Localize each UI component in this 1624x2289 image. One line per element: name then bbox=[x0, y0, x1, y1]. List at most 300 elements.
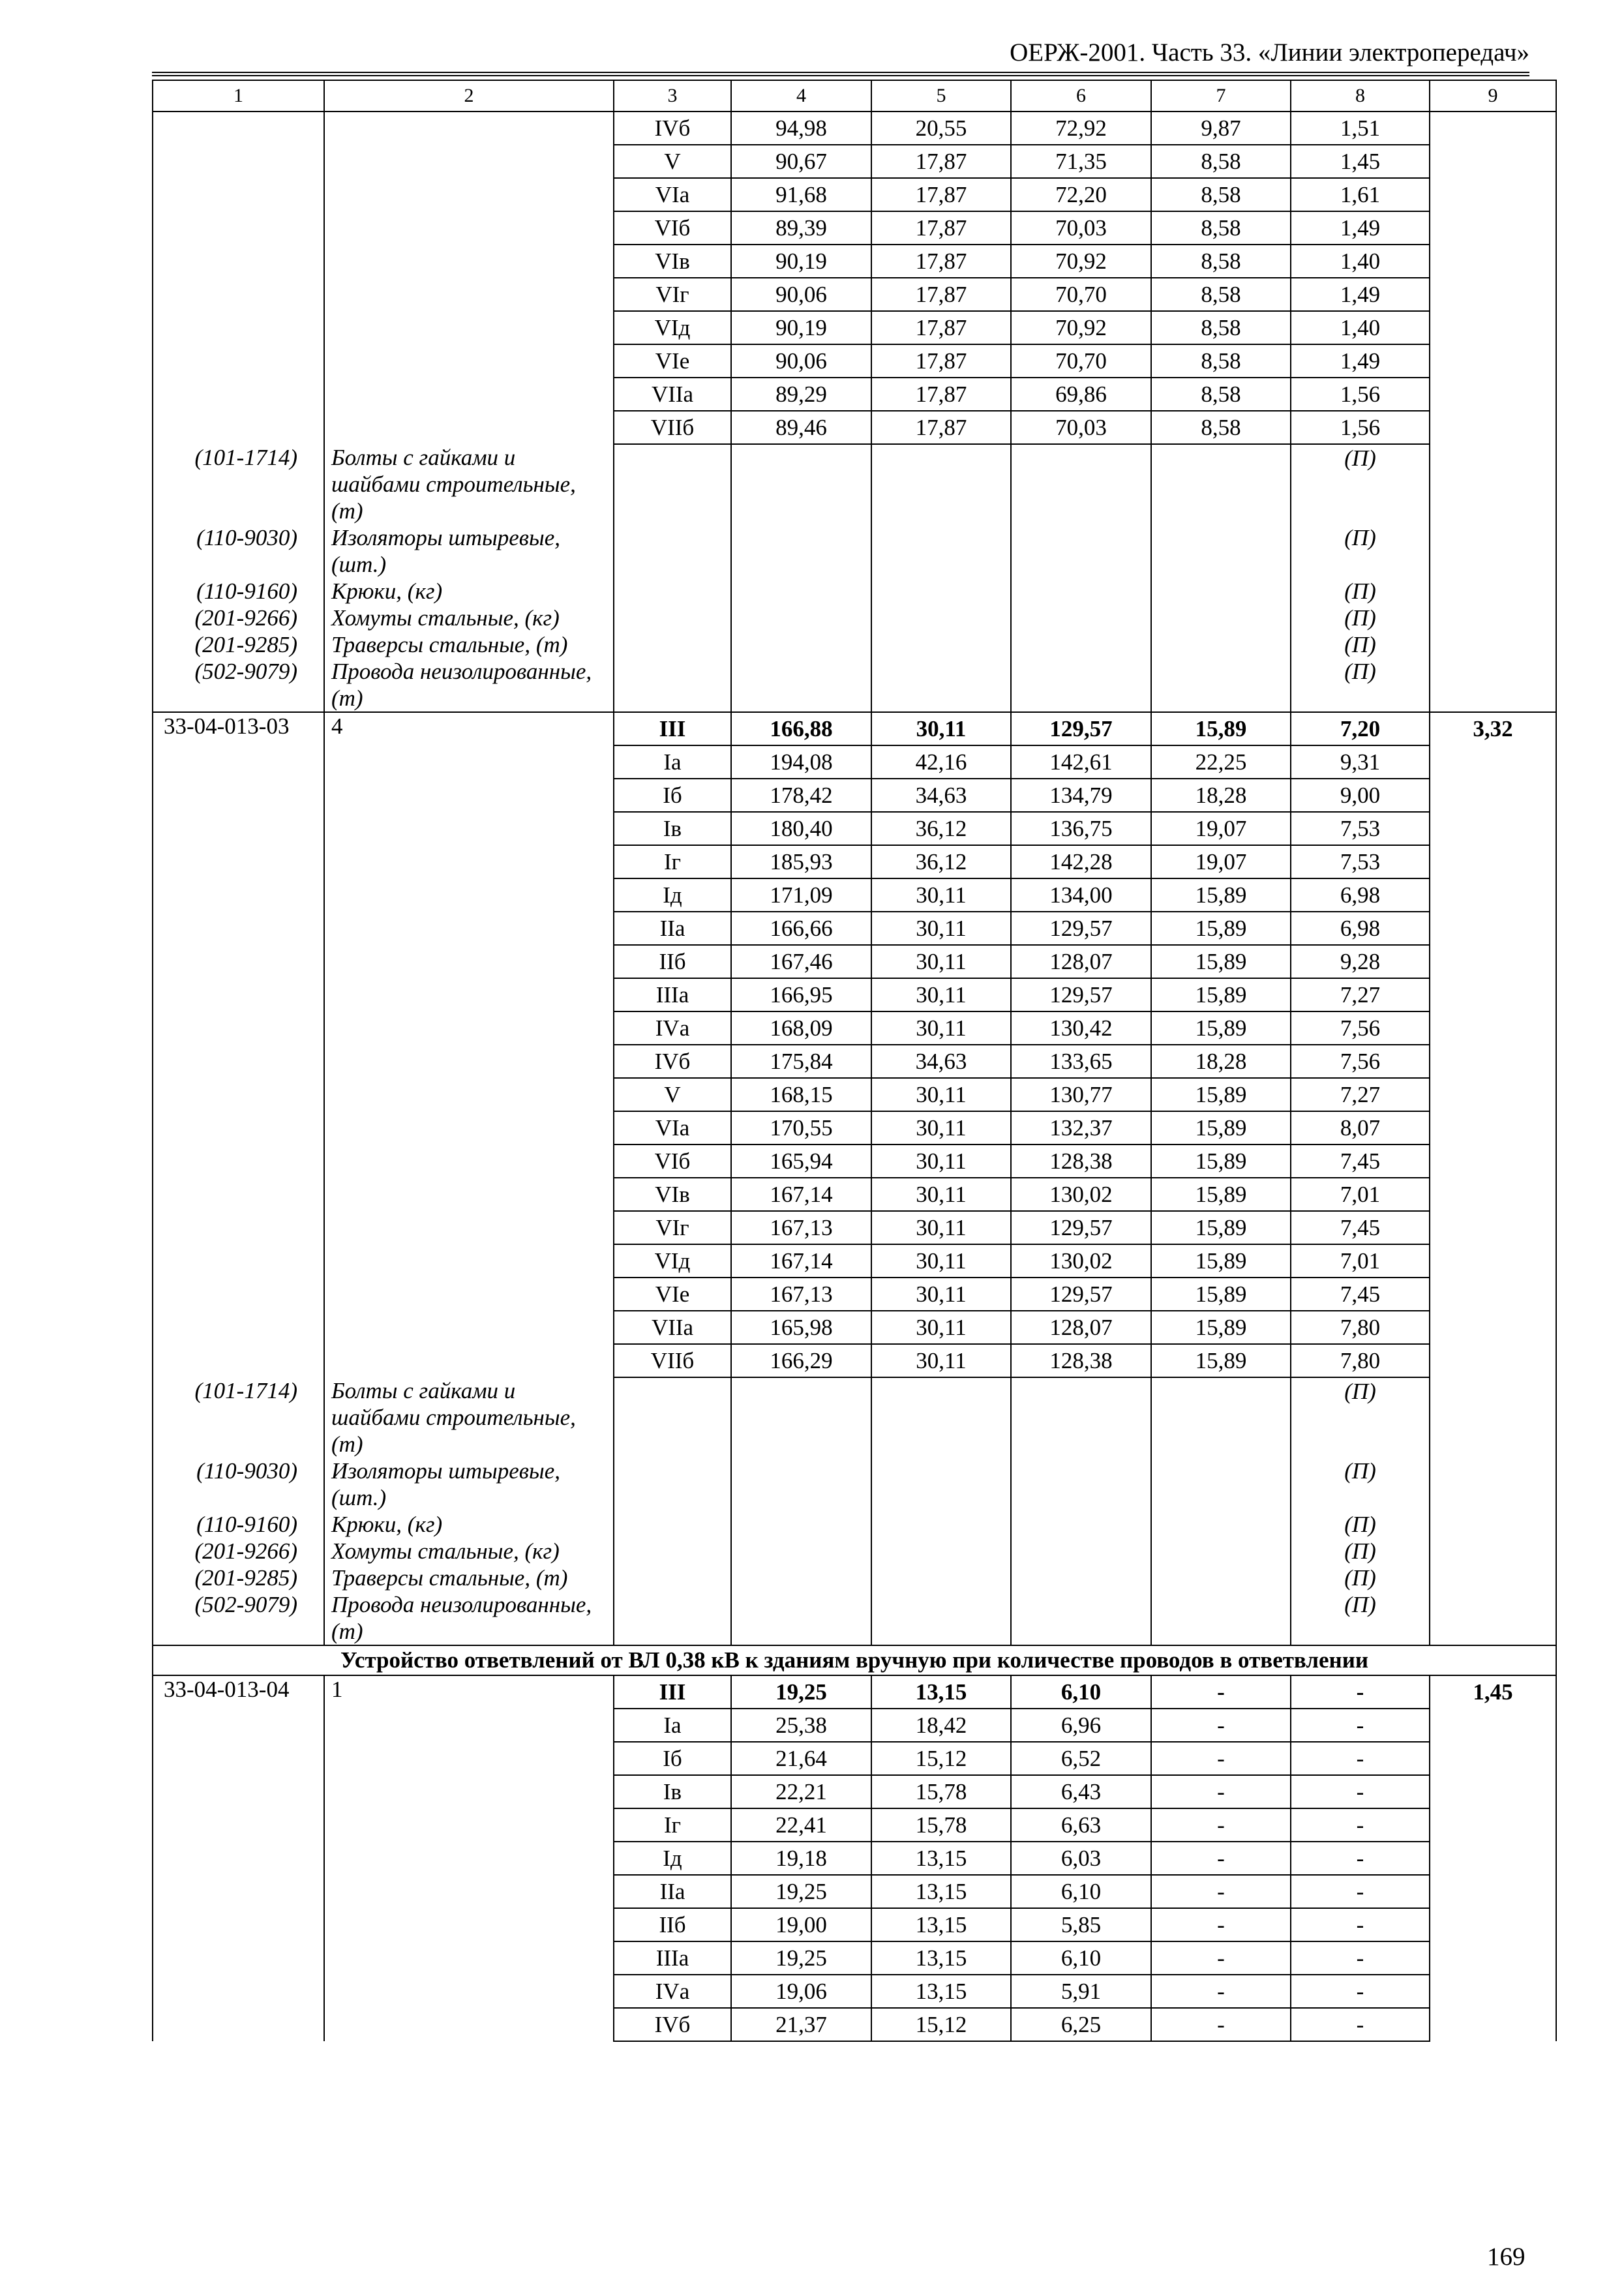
value-cell: 30,11 bbox=[871, 712, 1011, 745]
value-cell: 7,01 bbox=[1291, 1178, 1430, 1211]
value-cell: 18,28 bbox=[1151, 1045, 1291, 1078]
value-cell: 1,45 bbox=[1291, 145, 1430, 178]
resource-code: (110-9160) bbox=[153, 1511, 324, 1538]
empty-cell bbox=[1151, 605, 1291, 631]
value-cell: 91,68 bbox=[731, 178, 871, 211]
territory-cell: VIIа bbox=[614, 378, 731, 411]
value-cell: 7,53 bbox=[1291, 812, 1430, 845]
resource-row bbox=[153, 1564, 1556, 1591]
empty-cell bbox=[1011, 578, 1151, 605]
value-cell: 89,29 bbox=[731, 378, 871, 411]
empty-cell bbox=[1151, 631, 1291, 658]
empty-cell bbox=[731, 1591, 871, 1645]
empty-cell bbox=[871, 578, 1011, 605]
value-cell: 6,10 bbox=[1011, 1941, 1151, 1975]
empty-cell bbox=[731, 444, 871, 524]
value-cell: 142,61 bbox=[1011, 745, 1151, 779]
value-cell: 8,58 bbox=[1151, 278, 1291, 311]
resource-category: (П) bbox=[1291, 1377, 1430, 1458]
empty-cell bbox=[871, 1538, 1011, 1564]
value-cell: 21,64 bbox=[731, 1742, 871, 1775]
territory-cell: VIа bbox=[614, 178, 731, 211]
column-number: 1 bbox=[153, 80, 324, 112]
value-cell: 1,51 bbox=[1291, 112, 1430, 145]
territory-cell: VIб bbox=[614, 211, 731, 245]
empty-cell bbox=[871, 631, 1011, 658]
section-title: Устройство ответвлений от ВЛ 0,38 кВ к зданиям вручную при количестве проводов в ответвлении bbox=[153, 1645, 1556, 1675]
empty-cell bbox=[1151, 658, 1291, 712]
empty-cell bbox=[731, 1564, 871, 1591]
resource-category: (П) bbox=[1291, 1458, 1430, 1511]
value-cell: 17,87 bbox=[871, 378, 1011, 411]
empty-cell bbox=[614, 1377, 731, 1458]
labor-total: 3,32 bbox=[1430, 712, 1556, 1645]
column-number: 2 bbox=[324, 80, 614, 112]
resource-code: (201-9285) bbox=[153, 1564, 324, 1591]
value-cell: 13,15 bbox=[871, 1675, 1011, 1709]
resource-name: Провода неизолированные, (т) bbox=[324, 658, 614, 712]
value-cell: 128,38 bbox=[1011, 1144, 1151, 1178]
value-cell: 167,46 bbox=[731, 945, 871, 978]
territory-cell: Iг bbox=[614, 1808, 731, 1842]
empty-cell bbox=[731, 1377, 871, 1458]
value-cell: 34,63 bbox=[871, 1045, 1011, 1078]
value-cell: 30,11 bbox=[871, 1344, 1011, 1377]
value-cell: 30,11 bbox=[871, 1111, 1011, 1144]
value-cell: - bbox=[1151, 1975, 1291, 2008]
value-cell: 22,41 bbox=[731, 1808, 871, 1842]
value-cell: 7,56 bbox=[1291, 1011, 1430, 1045]
territory-cell: VIд bbox=[614, 1244, 731, 1278]
value-cell: 15,89 bbox=[1151, 945, 1291, 978]
territory-cell: VIIб bbox=[614, 1344, 731, 1377]
value-cell: 1,61 bbox=[1291, 178, 1430, 211]
empty-cell bbox=[614, 578, 731, 605]
rates-table bbox=[152, 80, 1557, 2042]
value-cell: - bbox=[1291, 1842, 1430, 1875]
value-cell: 170,55 bbox=[731, 1111, 871, 1144]
territory-cell: IIб bbox=[614, 1908, 731, 1941]
territory-cell: V bbox=[614, 145, 731, 178]
territory-cell: VIа bbox=[614, 1111, 731, 1144]
value-cell: - bbox=[1291, 1975, 1430, 2008]
value-cell: 1,49 bbox=[1291, 211, 1430, 245]
value-cell: 30,11 bbox=[871, 878, 1011, 912]
value-cell: 5,91 bbox=[1011, 1975, 1151, 2008]
value-cell: - bbox=[1291, 1742, 1430, 1775]
value-cell: - bbox=[1151, 1908, 1291, 1941]
empty-cell bbox=[731, 658, 871, 712]
territory-cell: III bbox=[614, 712, 731, 745]
territory-cell: Iв bbox=[614, 1775, 731, 1808]
value-cell: 25,38 bbox=[731, 1709, 871, 1742]
resource-row bbox=[153, 1377, 1556, 1458]
value-cell: 90,19 bbox=[731, 245, 871, 278]
value-cell: 9,28 bbox=[1291, 945, 1430, 978]
value-cell: 13,15 bbox=[871, 1975, 1011, 2008]
column-number: 9 bbox=[1430, 80, 1556, 112]
territory-cell: VIб bbox=[614, 1144, 731, 1178]
value-cell: 8,58 bbox=[1151, 344, 1291, 378]
territory-cell: VIг bbox=[614, 1211, 731, 1244]
value-cell: 171,09 bbox=[731, 878, 871, 912]
value-cell: 30,11 bbox=[871, 1144, 1011, 1178]
value-cell: 9,31 bbox=[1291, 745, 1430, 779]
value-cell: 15,89 bbox=[1151, 1278, 1291, 1311]
value-cell: 30,11 bbox=[871, 1211, 1011, 1244]
empty-cell bbox=[1151, 1538, 1291, 1564]
resource-name: Траверсы стальные, (т) bbox=[324, 1564, 614, 1591]
norm-name bbox=[324, 112, 614, 444]
value-cell: 6,25 bbox=[1011, 2008, 1151, 2041]
value-cell: 17,87 bbox=[871, 145, 1011, 178]
value-cell: - bbox=[1151, 1675, 1291, 1709]
empty-cell bbox=[1011, 1538, 1151, 1564]
empty-cell bbox=[1011, 605, 1151, 631]
value-cell: - bbox=[1151, 1941, 1291, 1975]
value-cell: 1,56 bbox=[1291, 378, 1430, 411]
value-cell: 13,15 bbox=[871, 1941, 1011, 1975]
value-cell: 19,25 bbox=[731, 1941, 871, 1975]
value-cell: 185,93 bbox=[731, 845, 871, 878]
empty-cell bbox=[1151, 1458, 1291, 1511]
territory-cell: IVа bbox=[614, 1975, 731, 2008]
column-number: 8 bbox=[1291, 80, 1430, 112]
value-cell: 15,89 bbox=[1151, 1211, 1291, 1244]
value-cell: 6,98 bbox=[1291, 878, 1430, 912]
value-cell: 30,11 bbox=[871, 1244, 1011, 1278]
value-cell: 15,89 bbox=[1151, 1311, 1291, 1344]
empty-cell bbox=[1151, 1511, 1291, 1538]
value-cell: 129,57 bbox=[1011, 978, 1151, 1011]
value-cell: 94,98 bbox=[731, 112, 871, 145]
resource-row bbox=[153, 658, 1556, 712]
value-cell: 19,00 bbox=[731, 1908, 871, 1941]
empty-cell bbox=[1151, 444, 1291, 524]
value-cell: 128,07 bbox=[1011, 1311, 1151, 1344]
territory-cell: IIIа bbox=[614, 978, 731, 1011]
value-cell: - bbox=[1291, 1808, 1430, 1842]
empty-cell bbox=[1011, 1564, 1151, 1591]
territory-cell: IIIа bbox=[614, 1941, 731, 1975]
value-cell: 90,06 bbox=[731, 344, 871, 378]
table-row bbox=[153, 112, 1556, 145]
empty-cell bbox=[614, 524, 731, 578]
value-cell: 166,66 bbox=[731, 912, 871, 945]
value-cell: 129,57 bbox=[1011, 1211, 1151, 1244]
resource-row bbox=[153, 1458, 1556, 1511]
value-cell: 36,12 bbox=[871, 812, 1011, 845]
value-cell: - bbox=[1291, 1775, 1430, 1808]
value-cell: 7,27 bbox=[1291, 1078, 1430, 1111]
territory-cell: VIIб bbox=[614, 411, 731, 444]
value-cell: 167,14 bbox=[731, 1244, 871, 1278]
resource-row bbox=[153, 1591, 1556, 1645]
resource-name: Провода неизолированные, (т) bbox=[324, 1591, 614, 1645]
value-cell: 19,06 bbox=[731, 1975, 871, 2008]
value-cell: 70,70 bbox=[1011, 344, 1151, 378]
value-cell: 15,89 bbox=[1151, 1178, 1291, 1211]
resource-name: Хомуты стальные, (кг) bbox=[324, 605, 614, 631]
value-cell: 1,40 bbox=[1291, 245, 1430, 278]
norm-code: 33-04-013-03 bbox=[153, 712, 324, 1377]
header-double-rule bbox=[152, 72, 1529, 76]
empty-cell bbox=[614, 658, 731, 712]
value-cell: 19,25 bbox=[731, 1875, 871, 1908]
resource-code: (502-9079) bbox=[153, 658, 324, 712]
resource-row bbox=[153, 605, 1556, 631]
value-cell: 142,28 bbox=[1011, 845, 1151, 878]
empty-cell bbox=[614, 605, 731, 631]
value-cell: 128,07 bbox=[1011, 945, 1151, 978]
resource-row bbox=[153, 524, 1556, 578]
value-cell: - bbox=[1151, 1875, 1291, 1908]
empty-cell bbox=[731, 578, 871, 605]
empty-cell bbox=[871, 1458, 1011, 1511]
empty-cell bbox=[731, 631, 871, 658]
table-row bbox=[153, 712, 1556, 745]
value-cell: - bbox=[1291, 1908, 1430, 1941]
value-cell: 167,13 bbox=[731, 1211, 871, 1244]
empty-cell bbox=[871, 524, 1011, 578]
value-cell: 7,01 bbox=[1291, 1244, 1430, 1278]
value-cell: 129,57 bbox=[1011, 1278, 1151, 1311]
page-header-title: ОЕРЖ-2001. Часть 33. «Линии электропередач» bbox=[1010, 38, 1529, 67]
value-cell: 132,37 bbox=[1011, 1111, 1151, 1144]
value-cell: 136,75 bbox=[1011, 812, 1151, 845]
value-cell: 130,02 bbox=[1011, 1178, 1151, 1211]
empty-cell bbox=[614, 1564, 731, 1591]
value-cell: 178,42 bbox=[731, 779, 871, 812]
value-cell: 6,10 bbox=[1011, 1875, 1151, 1908]
resource-code: (101-1714) bbox=[153, 444, 324, 524]
empty-cell bbox=[1011, 1458, 1151, 1511]
value-cell: 15,78 bbox=[871, 1808, 1011, 1842]
value-cell: 17,87 bbox=[871, 344, 1011, 378]
value-cell: 30,11 bbox=[871, 1011, 1011, 1045]
value-cell: 7,20 bbox=[1291, 712, 1430, 745]
resource-code: (502-9079) bbox=[153, 1591, 324, 1645]
value-cell: 168,09 bbox=[731, 1011, 871, 1045]
resource-code: (110-9030) bbox=[153, 1458, 324, 1511]
value-cell: 166,88 bbox=[731, 712, 871, 745]
resource-name: Болты с гайками и шайбами строительные, (т) bbox=[324, 444, 614, 524]
resource-category: (П) bbox=[1291, 578, 1430, 605]
territory-cell: Iд bbox=[614, 878, 731, 912]
value-cell: - bbox=[1151, 1842, 1291, 1875]
empty-cell bbox=[871, 605, 1011, 631]
norm-code: 33-04-013-04 bbox=[153, 1675, 324, 2041]
value-cell: 128,38 bbox=[1011, 1344, 1151, 1377]
empty-cell bbox=[1151, 1377, 1291, 1458]
empty-cell bbox=[871, 1377, 1011, 1458]
resource-code: (110-9030) bbox=[153, 524, 324, 578]
column-number-row bbox=[153, 80, 1556, 112]
value-cell: 17,87 bbox=[871, 245, 1011, 278]
territory-cell: VIг bbox=[614, 278, 731, 311]
value-cell: 167,13 bbox=[731, 1278, 871, 1311]
empty-cell bbox=[871, 1591, 1011, 1645]
norm-name: 4 bbox=[324, 712, 614, 1377]
value-cell: 18,42 bbox=[871, 1709, 1011, 1742]
value-cell: 6,43 bbox=[1011, 1775, 1151, 1808]
value-cell: 70,03 bbox=[1011, 211, 1151, 245]
value-cell: 30,11 bbox=[871, 1178, 1011, 1211]
value-cell: - bbox=[1291, 1875, 1430, 1908]
value-cell: 17,87 bbox=[871, 278, 1011, 311]
value-cell: 19,18 bbox=[731, 1842, 871, 1875]
empty-cell bbox=[1011, 524, 1151, 578]
value-cell: 21,37 bbox=[731, 2008, 871, 2041]
value-cell: 42,16 bbox=[871, 745, 1011, 779]
value-cell: 70,70 bbox=[1011, 278, 1151, 311]
territory-cell: III bbox=[614, 1675, 731, 1709]
value-cell: 90,19 bbox=[731, 311, 871, 344]
resource-name: Крюки, (кг) bbox=[324, 578, 614, 605]
value-cell: - bbox=[1151, 2008, 1291, 2041]
empty-cell bbox=[614, 444, 731, 524]
value-cell: 7,80 bbox=[1291, 1311, 1430, 1344]
empty-cell bbox=[871, 444, 1011, 524]
norm-code bbox=[153, 112, 324, 444]
value-cell: 7,53 bbox=[1291, 845, 1430, 878]
resource-category: (П) bbox=[1291, 1538, 1430, 1564]
empty-cell bbox=[614, 1538, 731, 1564]
value-cell: 8,58 bbox=[1151, 411, 1291, 444]
resource-category: (П) bbox=[1291, 1591, 1430, 1645]
value-cell: 5,85 bbox=[1011, 1908, 1151, 1941]
value-cell: 22,25 bbox=[1151, 745, 1291, 779]
empty-cell bbox=[1151, 1564, 1291, 1591]
resource-name: Крюки, (кг) bbox=[324, 1511, 614, 1538]
empty-cell bbox=[1011, 1591, 1151, 1645]
value-cell: 90,67 bbox=[731, 145, 871, 178]
resource-name: Траверсы стальные, (т) bbox=[324, 631, 614, 658]
value-cell: 167,14 bbox=[731, 1178, 871, 1211]
value-cell: 15,89 bbox=[1151, 1244, 1291, 1278]
value-cell: - bbox=[1291, 1941, 1430, 1975]
value-cell: 15,89 bbox=[1151, 878, 1291, 912]
value-cell: 6,63 bbox=[1011, 1808, 1151, 1842]
value-cell: 69,86 bbox=[1011, 378, 1151, 411]
empty-cell bbox=[1011, 1511, 1151, 1538]
empty-cell bbox=[1151, 578, 1291, 605]
value-cell: 175,84 bbox=[731, 1045, 871, 1078]
empty-cell bbox=[1151, 1591, 1291, 1645]
territory-cell: VIв bbox=[614, 1178, 731, 1211]
resource-name: Изоляторы штыревые, (шт.) bbox=[324, 524, 614, 578]
value-cell: 15,89 bbox=[1151, 1078, 1291, 1111]
value-cell: 168,15 bbox=[731, 1078, 871, 1111]
empty-cell bbox=[871, 1564, 1011, 1591]
value-cell: 30,11 bbox=[871, 1278, 1011, 1311]
territory-cell: IVб bbox=[614, 1045, 731, 1078]
value-cell: 30,11 bbox=[871, 1311, 1011, 1344]
value-cell: 133,65 bbox=[1011, 1045, 1151, 1078]
value-cell: - bbox=[1151, 1709, 1291, 1742]
territory-cell: Iб bbox=[614, 1742, 731, 1775]
empty-cell bbox=[1011, 631, 1151, 658]
resource-category: (П) bbox=[1291, 1564, 1430, 1591]
value-cell: 9,87 bbox=[1151, 112, 1291, 145]
value-cell: 34,63 bbox=[871, 779, 1011, 812]
value-cell: 8,58 bbox=[1151, 245, 1291, 278]
value-cell: - bbox=[1291, 2008, 1430, 2041]
resource-name: Болты с гайками и шайбами строительные, (т) bbox=[324, 1377, 614, 1458]
value-cell: 129,57 bbox=[1011, 712, 1151, 745]
labor-total bbox=[1430, 112, 1556, 712]
value-cell: 15,89 bbox=[1151, 978, 1291, 1011]
value-cell: 180,40 bbox=[731, 812, 871, 845]
value-cell: - bbox=[1291, 1675, 1430, 1709]
resource-category: (П) bbox=[1291, 631, 1430, 658]
value-cell: 89,46 bbox=[731, 411, 871, 444]
value-cell: 30,11 bbox=[871, 912, 1011, 945]
resource-category: (П) bbox=[1291, 444, 1430, 524]
value-cell: - bbox=[1151, 1808, 1291, 1842]
territory-cell: IVб bbox=[614, 2008, 731, 2041]
value-cell: 15,89 bbox=[1151, 712, 1291, 745]
column-number: 5 bbox=[871, 80, 1011, 112]
empty-cell bbox=[1011, 1377, 1151, 1458]
resource-name: Изоляторы штыревые, (шт.) bbox=[324, 1458, 614, 1511]
value-cell: 1,49 bbox=[1291, 278, 1430, 311]
empty-cell bbox=[731, 524, 871, 578]
territory-cell: Iа bbox=[614, 1709, 731, 1742]
value-cell: 17,87 bbox=[871, 178, 1011, 211]
value-cell: 6,52 bbox=[1011, 1742, 1151, 1775]
value-cell: 15,78 bbox=[871, 1775, 1011, 1808]
value-cell: 72,20 bbox=[1011, 178, 1151, 211]
value-cell: 17,87 bbox=[871, 211, 1011, 245]
territory-cell: Iв bbox=[614, 812, 731, 845]
resource-row bbox=[153, 631, 1556, 658]
value-cell: 70,03 bbox=[1011, 411, 1151, 444]
value-cell: 7,45 bbox=[1291, 1211, 1430, 1244]
value-cell: 15,89 bbox=[1151, 1144, 1291, 1178]
value-cell: 89,39 bbox=[731, 211, 871, 245]
territory-cell: IIб bbox=[614, 945, 731, 978]
value-cell: 7,45 bbox=[1291, 1144, 1430, 1178]
section-title-row bbox=[153, 1645, 1556, 1675]
value-cell: 1,56 bbox=[1291, 411, 1430, 444]
value-cell: 17,87 bbox=[871, 411, 1011, 444]
territory-cell: VIе bbox=[614, 344, 731, 378]
value-cell: 130,77 bbox=[1011, 1078, 1151, 1111]
empty-cell bbox=[871, 1511, 1011, 1538]
territory-cell: IIа bbox=[614, 1875, 731, 1908]
value-cell: 13,15 bbox=[871, 1875, 1011, 1908]
empty-cell bbox=[1011, 444, 1151, 524]
value-cell: 7,45 bbox=[1291, 1278, 1430, 1311]
value-cell: 30,11 bbox=[871, 978, 1011, 1011]
value-cell: 19,25 bbox=[731, 1675, 871, 1709]
value-cell: 90,06 bbox=[731, 278, 871, 311]
territory-cell: VIIа bbox=[614, 1311, 731, 1344]
territory-cell: VIе bbox=[614, 1278, 731, 1311]
value-cell: 166,29 bbox=[731, 1344, 871, 1377]
value-cell: 13,15 bbox=[871, 1842, 1011, 1875]
value-cell: 70,92 bbox=[1011, 245, 1151, 278]
empty-cell bbox=[1011, 658, 1151, 712]
value-cell: 129,57 bbox=[1011, 912, 1151, 945]
value-cell: 7,56 bbox=[1291, 1045, 1430, 1078]
table-row bbox=[153, 1675, 1556, 1709]
labor-total: 1,45 bbox=[1430, 1675, 1556, 2041]
empty-cell bbox=[614, 631, 731, 658]
value-cell: 15,12 bbox=[871, 1742, 1011, 1775]
empty-cell bbox=[731, 1538, 871, 1564]
